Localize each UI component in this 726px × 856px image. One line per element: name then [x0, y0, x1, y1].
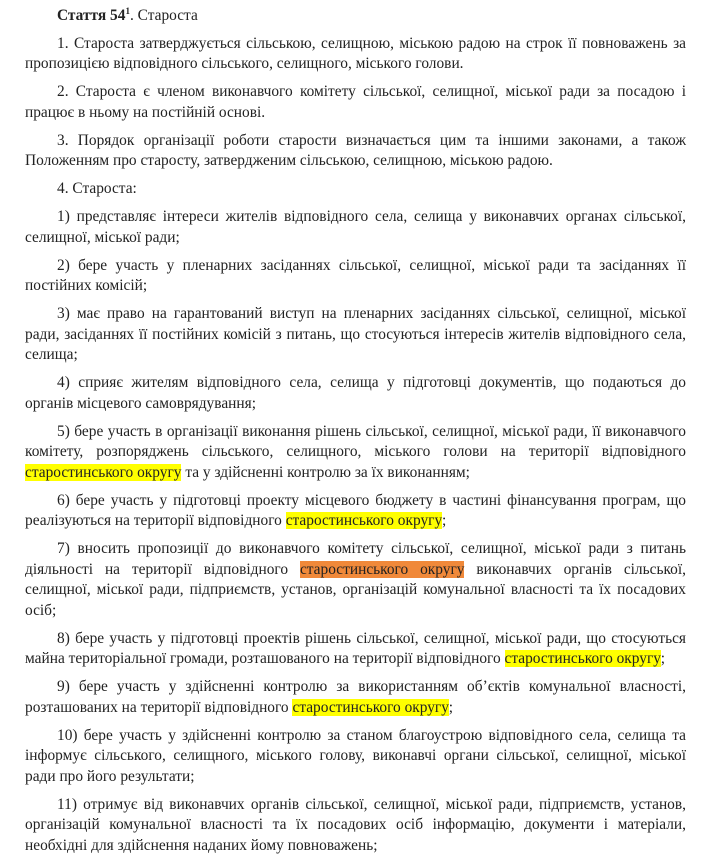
paragraph-text: 2) бере участь у пленарних засіданнях сільської, селищної, міської ради та засіданнях її постійних комісій;	[25, 257, 686, 295]
paragraph-text: 4) сприяє жителям відповідного села, селища у підготовці документів, що подаються до органів місцевого самоврядування;	[25, 374, 686, 412]
article-heading	[57, 6, 686, 27]
paragraph	[25, 34, 686, 75]
highlighted-term: старостинського округу	[286, 512, 442, 529]
paragraph	[25, 726, 686, 788]
paragraph-text: 5) бере участь в організації виконання рішень сільської, селищної, міської ради, її виконавчого комітету, розпоряджень сільського, селищного, міського голови на території відповідного	[25, 423, 686, 461]
paragraph-text: виконавчих органів сільської, селищної, міської ради, підприємств, установ, організацій комунальної власності та їх посадових осіб;	[25, 561, 686, 619]
paragraph	[25, 304, 686, 366]
paragraph	[25, 539, 686, 621]
paragraph-text: та у здійсненні контролю за їх виконанням;	[181, 464, 469, 481]
highlighted-term: старостинського округу	[505, 650, 661, 667]
paragraph	[25, 677, 686, 718]
article-superscript: 1	[125, 6, 130, 16]
paragraph-text: ;	[661, 650, 665, 667]
paragraph-text: 6) бере участь у підготовці проекту місцевого бюджету в частині фінансування програм, що реалізуються на території відповідного	[25, 492, 686, 530]
article-title: . Староста	[130, 7, 198, 24]
paragraph	[25, 422, 686, 484]
paragraph	[25, 629, 686, 670]
paragraph-text: 1) представляє інтереси жителів відповідного села, селища у виконавчих органах сільської, селищної, міської ради;	[25, 208, 686, 246]
paragraph-text: 9) бере участь у здійсненні контролю за використанням об’єктів комунальної власності, розташованих на території відповідного	[25, 678, 686, 716]
highlighted-term: старостинського округу	[292, 699, 448, 716]
paragraph	[25, 131, 686, 172]
article-label: Стаття 54	[57, 7, 125, 24]
paragraph	[25, 795, 686, 856]
paragraph	[25, 179, 686, 200]
paragraph	[25, 82, 686, 123]
paragraph-text: 1. Староста затверджується сільською, селищною, міською радою на строк її повноважень за пропозицією відповідного сільського, селищного, міського голови.	[25, 35, 686, 73]
paragraph-list	[25, 34, 686, 856]
paragraph-text: 2. Староста є членом виконавчого комітету сільської, селищної, міської ради за посадою і працює в ньому на постійній основі.	[25, 83, 686, 121]
paragraph-text: 3. Порядок організації роботи старости визначається цим та іншими законами, а також Положенням про старосту, затвердженим сільською, селищною, міською радою.	[25, 132, 686, 170]
paragraph-text: 10) бере участь у здійсненні контролю за станом благоустрою відповідного села, селища та інформує сільського, селищного, міського голову, виконавчі органи сільської, селищної, міської ради про його результати;	[25, 727, 686, 785]
highlighted-term: старостинського округу	[300, 561, 465, 578]
paragraph	[25, 373, 686, 414]
paragraph-text: ;	[449, 699, 453, 716]
paragraph-text: 8) бере участь у підготовці проектів рішень сільської, селищної, міської ради, що стосуються майна територіальної громади, розташованого на території відповідного	[25, 630, 686, 668]
paragraph-text: ;	[442, 512, 446, 529]
paragraph-text: 11) отримує від виконавчих органів сільської, селищної, міської ради, підприємств, установ, організацій комунальної власності та їх посадових осіб інформацію, документи і матеріали, необхідні для здійснення наданих йому повноважень;	[25, 796, 686, 854]
paragraph	[25, 256, 686, 297]
paragraph	[25, 207, 686, 248]
paragraph-text: 3) має право на гарантований виступ на пленарних засіданнях сільської, селищної, міської ради, засіданнях її постійних комісій з питань, що стосуються інтересів жителів відповідного села, селища;	[25, 305, 686, 363]
paragraph-text: 4. Староста:	[57, 180, 137, 197]
highlighted-term: старостинського округу	[25, 464, 181, 481]
paragraph	[25, 491, 686, 532]
paragraph-text: 7) вносить пропозиції до виконавчого комітету сільської, селищної, міської ради з питань діяльності на території відповідного	[25, 540, 686, 578]
